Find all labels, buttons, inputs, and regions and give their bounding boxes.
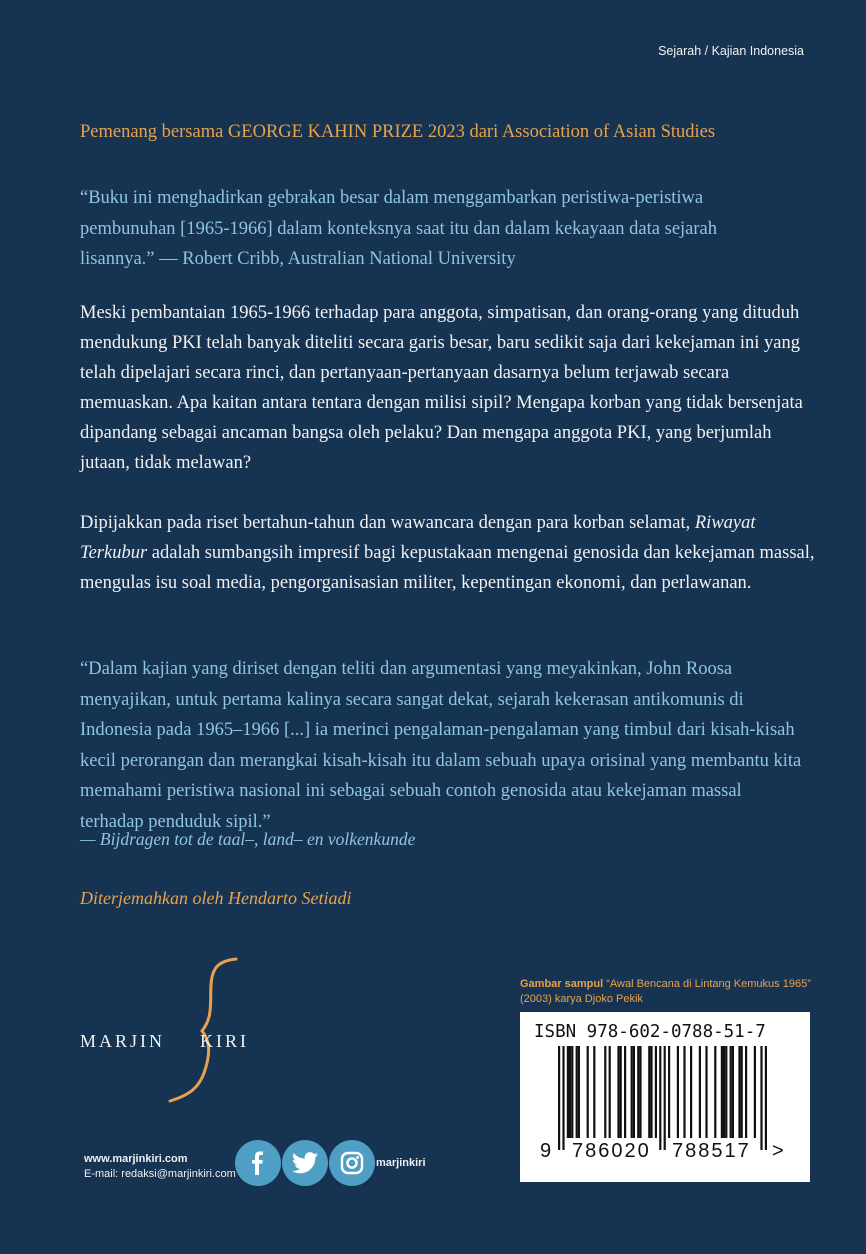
barcode-bar <box>637 1046 639 1138</box>
category-label: Sejarah / Kajian Indonesia <box>658 44 804 58</box>
barcode-bar <box>677 1046 679 1138</box>
quote-bijdragen: “Dalam kajian yang diriset dengan teliti dan argumentasi yang meyakinkan, John Roosa menyajikan, untuk pertama kalinya secara sangat dekat, sejarah kekerasan antikomunis di Indonesia pada 1965–1966 [...] ia merinci pengalaman-pengalaman yang timbul dari kisah-kisah kecil perorangan dan merangkai kisah-kisah itu dalam sebuah upaya orisinal yang membantu kita memahami peristiwa nasional ini sebagai sebuah contoh genosida atau kekejaman massal terhadap penduduk sipil.” <box>80 659 802 832</box>
barcode-bar <box>721 1046 723 1138</box>
barcode-bar <box>668 1046 670 1138</box>
barcode-digits-right: 788517 <box>672 1140 751 1162</box>
social-handle: marjinkiri <box>376 1157 426 1169</box>
website-link[interactable]: www.marjinkiri.com <box>84 1153 188 1165</box>
barcode-bar <box>723 1046 725 1138</box>
synopsis-rest: adalah sumbangsih impresif bagi kepustakaan mengenai genosida dan kekejaman massal, mengulas isu soal media, pengorganisasian militer, kepentingan ekonomi, dan perlawanan. <box>80 543 815 593</box>
barcode-bars <box>520 1012 810 1182</box>
barcode-bar <box>765 1046 767 1150</box>
barcode-bar <box>620 1046 622 1138</box>
award-line: Pemenang bersama GEORGE KAHIN PRIZE 2023 dari Association of Asian Studies <box>80 122 716 142</box>
email-link[interactable]: E-mail: redaksi@marjinkiri.com <box>84 1168 236 1180</box>
barcode-bar <box>699 1046 701 1138</box>
cover-credit <box>520 977 820 1007</box>
barcode-bar <box>558 1046 560 1150</box>
barcode-bar <box>648 1046 650 1138</box>
isbn-number: ISBN 978-602-0788-51-7 <box>534 1022 766 1042</box>
barcode-bar <box>754 1046 756 1138</box>
barcode-digits-left: 786020 <box>572 1140 651 1162</box>
synopsis-paragraph-2 <box>80 508 815 598</box>
barcode-first-digit: 9 <box>540 1140 552 1162</box>
barcode-bar <box>760 1046 762 1150</box>
barcode-bar <box>745 1046 747 1138</box>
barcode-bar <box>705 1046 707 1138</box>
barcode-bar <box>593 1046 595 1138</box>
book-title: Riwayat Terkubur <box>80 513 756 563</box>
barcode-marker: > <box>772 1140 784 1162</box>
barcode-bar <box>609 1046 611 1138</box>
barcode-bar <box>714 1046 716 1138</box>
barcode-bar <box>664 1046 666 1150</box>
quote-cribb: “Buku ini menghadirkan gebrakan besar dalam menggambarkan peristiwa-peristiwa pembunuhan [1965-1966] dalam konteksnya saat itu dan dalam kekayaan data sejarah lisannya.” — Robert Cribb, Australian National University <box>80 188 718 269</box>
barcode-bar <box>617 1046 619 1138</box>
barcode-bar <box>690 1046 692 1138</box>
barcode-bar <box>576 1046 578 1138</box>
barcode-bar <box>604 1046 606 1138</box>
logo-brace-icon <box>162 955 242 1105</box>
translator-credit: Diterjemahkan oleh Hendarto Setiadi <box>80 888 352 908</box>
barcode-bar <box>730 1046 732 1138</box>
barcode-bar <box>569 1046 571 1138</box>
synopsis-paragraph-1: Meski pembantaian 1965-1966 terhadap para anggota, simpatisan, dan orang-orang yang dituduh mendukung PKI telah banyak diteliti secara garis besar, baru sedikit saja dari kekejaman ini yang telah dipelajari secara rinci, dan pertanyaan-pertanyaan dasarnya belum terjawab secara memuaskan. Apa kaitan antara tentara dengan milisi sipil? Mengapa korban yang tidak bersenjata dipandang sebagai ancaman bangsa oleh pelaku? Dan mengapa anggota PKI, yang berjumlah jutaan, tidak melawan? <box>80 303 803 473</box>
barcode-bar <box>732 1046 734 1138</box>
barcode-bar <box>578 1046 580 1138</box>
logo-text-kiri: KIRI <box>200 1031 249 1051</box>
barcode-bar <box>567 1046 569 1138</box>
barcode-bar <box>683 1046 685 1138</box>
instagram-icon[interactable] <box>329 1140 375 1186</box>
barcode-bar <box>639 1046 641 1138</box>
barcode-bar <box>562 1046 564 1150</box>
isbn-barcode <box>520 1012 810 1182</box>
twitter-icon[interactable] <box>282 1140 328 1186</box>
barcode-bar <box>659 1046 661 1150</box>
barcode-bar <box>655 1046 657 1138</box>
synopsis-intro: Dipijakkan pada riset bertahun-tahun dan wawancara dengan para korban selamat, <box>80 513 691 533</box>
facebook-icon[interactable] <box>235 1140 281 1186</box>
barcode-bar <box>741 1046 743 1138</box>
barcode-bar <box>631 1046 633 1138</box>
barcode-bar <box>725 1046 727 1138</box>
barcode-bar <box>738 1046 740 1138</box>
barcode-bar <box>650 1046 652 1138</box>
quote-bijdragen-source: — Bijdragen tot de taal–, land– en volkenkunde <box>80 829 416 849</box>
barcode-bar <box>624 1046 626 1138</box>
logo-text-marjin: MARJIN <box>80 1031 166 1051</box>
cover-credit-label: Gambar sampul <box>520 978 604 990</box>
cover-credit-text: “Awal Bencana di Lintang Kemukus 1965” (2003) karya Djoko Pekik <box>520 978 811 1005</box>
barcode-bar <box>633 1046 635 1138</box>
barcode-bar <box>587 1046 589 1138</box>
barcode-bar <box>571 1046 573 1138</box>
